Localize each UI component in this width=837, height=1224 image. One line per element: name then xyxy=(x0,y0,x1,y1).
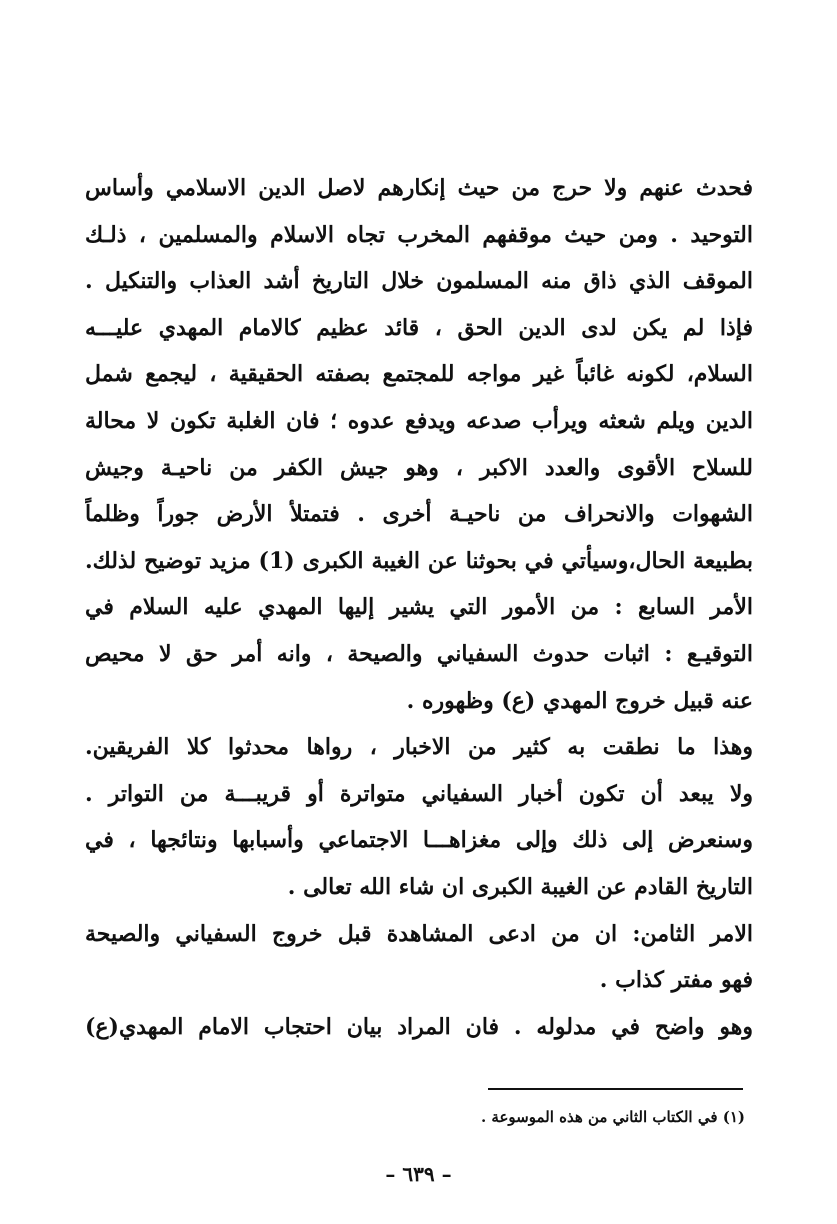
text-line: الشهوات والانحراف من ناحيـة أخرى . فتمتلأ الأرض جوراً وظلماً xyxy=(85,501,753,528)
footnote-divider xyxy=(488,1088,743,1090)
body-text xyxy=(85,165,753,1050)
text-line: فإذا لم يكن لدى الدين الحق ، قائد عظيم كالامام المهدي عليـــه xyxy=(85,314,753,341)
text-line: الدين ويلم شعثه ويرأب صدعه ويدفع عدوه ؛ فان الغلبة تكون لا محالة xyxy=(85,407,753,434)
text-line: السلام، لكونه غائباً غير مواجه للمجتمع بصفته الحقيقية ، ليجمع شمل xyxy=(85,361,753,388)
text-line: الموقف الذي ذاق منه المسلمون خلال التاريخ أشد العذاب والتنكيل . xyxy=(85,268,753,295)
text-line: الأمر السابع : من الأمور التي يشير إليها المهدي عليه السلام في xyxy=(85,594,753,621)
text-line: ولا يبعد أن تكون أخبار السفياني متواترة أو قريبـــة من التواتر . xyxy=(85,780,753,807)
footnote: (١) في الكتاب الثاني من هذه الموسوعة . xyxy=(480,1108,745,1126)
text-line: بطبيعة الحال،وسيأتي في بحوثنا عن الغيبة الكبرى (1) مزيد توضيح لذلك. xyxy=(85,547,753,574)
text-line: التاريخ القادم عن الغيبة الكبرى ان شاء الله تعالى . xyxy=(287,873,753,900)
text-line: عنه قبيل خروج المهدي (ع) وظهوره . xyxy=(406,687,753,714)
text-line: للسلاح الأقوى والعدد الاكبر ، وهو جيش الكفر من ناحيـة وجيش xyxy=(85,454,753,481)
text-line: وهذا ما نطقت به كثير من الاخبار ، رواها محدثوا كلا الفريقين. xyxy=(85,734,753,761)
text-line: وسنعرض إلى ذلك وإلى مغزاهـــا الاجتماعي وأسبابها ونتائجها ، في xyxy=(85,827,753,854)
text-line: فهو مفتر كذاب . xyxy=(599,967,753,994)
text-line: وهو واضح في مدلوله . فان المراد بيان احتجاب الامام المهدي(ع) xyxy=(85,1013,753,1040)
text-line: التوحيد . ومن حيث موقفهم المخرب تجاه الاسلام والمسلمين ، ذلـك xyxy=(85,221,753,248)
text-line: فحدث عنهم ولا حرج من حيث إنكارهم لاصل الدين الاسلامي وأساس xyxy=(85,175,753,201)
text-line: التوقيـع : اثبات حدوث السفياني والصيحة ، وانه أمر حق لا محيص xyxy=(85,640,753,667)
text-line: الامر الثامن: ان من ادعى المشاهدة قبل خروج السفياني والصيحة xyxy=(85,920,753,947)
page-number: – ٦٣٩ – xyxy=(385,1162,452,1186)
